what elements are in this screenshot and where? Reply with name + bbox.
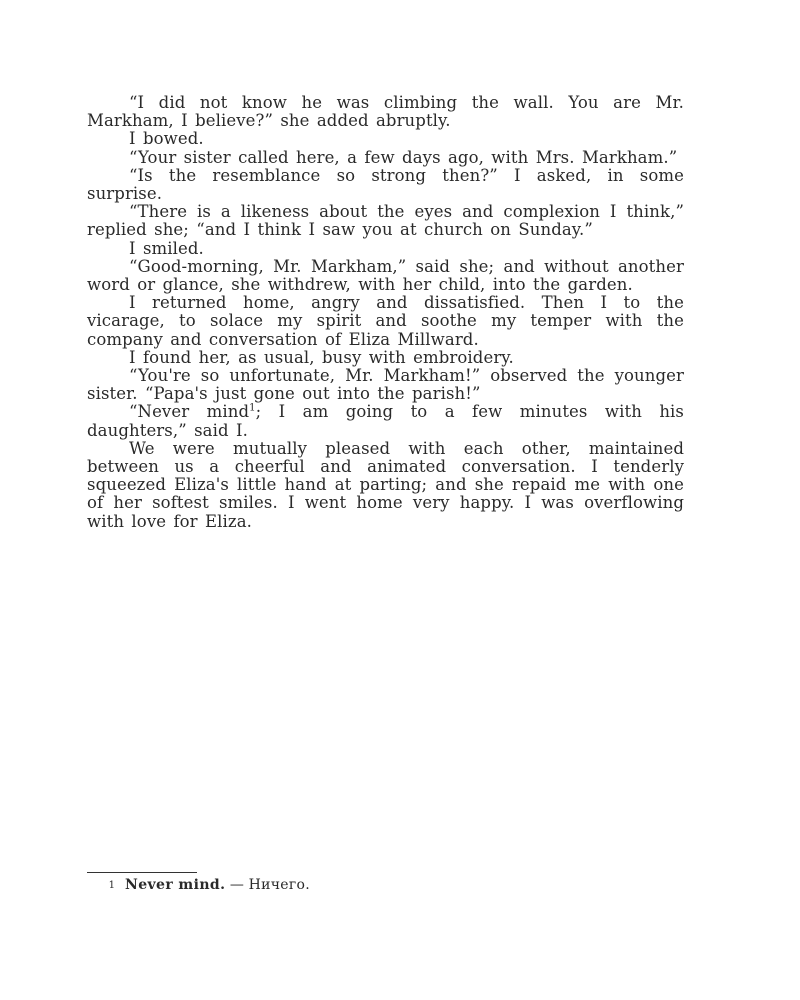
paragraph-4: “Is the resemblance so strong then?” I asked, in some surprise. <box>87 165 684 204</box>
paragraph-11 <box>87 403 684 439</box>
footnote <box>87 876 684 895</box>
footnote-reference[interactable]: 1 <box>249 402 256 414</box>
paragraph-12: We were mutually pleased with each other, maintained between us a cheerful and animated conversation. I tenderly squeezed Eliza's little hand at parting; and she repaid me with one of her softest smiles. I went home very happy. I was overflowing with love for Eliza. <box>87 438 684 531</box>
paragraph-11-end: ; I am going to a few minutes with his daughters,” said I. <box>87 402 684 440</box>
paragraph-6: I smiled. <box>129 238 204 258</box>
paragraph-7: “Good-morning, Mr. Markham,” said she; and without another word or glance, she withdrew, with her child, into the garden. <box>87 256 684 295</box>
paragraph-8: I returned home, angry and dissatisfied. Then I to the vicarage, to solace my spirit and soothe my temper with the company and conversation of Eliza Millward. <box>87 293 684 349</box>
paragraph-1: “I did not know he was climbing the wall. You are Mr. Markham, I believe?” she added abruptly. <box>87 93 684 131</box>
paragraph-9: I found her, as usual, busy with embroidery. <box>129 347 514 367</box>
page-body <box>87 94 684 531</box>
paragraph-5: “There is a likeness about the eyes and complexion I think,” replied she; “and I think I saw you at church on Sunday.” <box>87 202 684 240</box>
footnote-divider <box>87 872 197 873</box>
footnote-translation: Ничего. <box>248 877 310 893</box>
footnote-number: 1 <box>108 880 115 891</box>
footnote-dash: — <box>229 877 245 893</box>
paragraph-2: I bowed. <box>129 129 204 149</box>
paragraph-10: “You're so unfortunate, Mr. Markham!” observed the younger sister. “Papa's just gone out into the parish!” <box>87 366 684 404</box>
paragraph-3: “Your sister called here, a few days ago, with Mrs. Markham.” <box>129 147 678 167</box>
paragraph-11-start: “Never mind <box>129 402 250 422</box>
footnote-term: Never mind. <box>125 877 226 893</box>
